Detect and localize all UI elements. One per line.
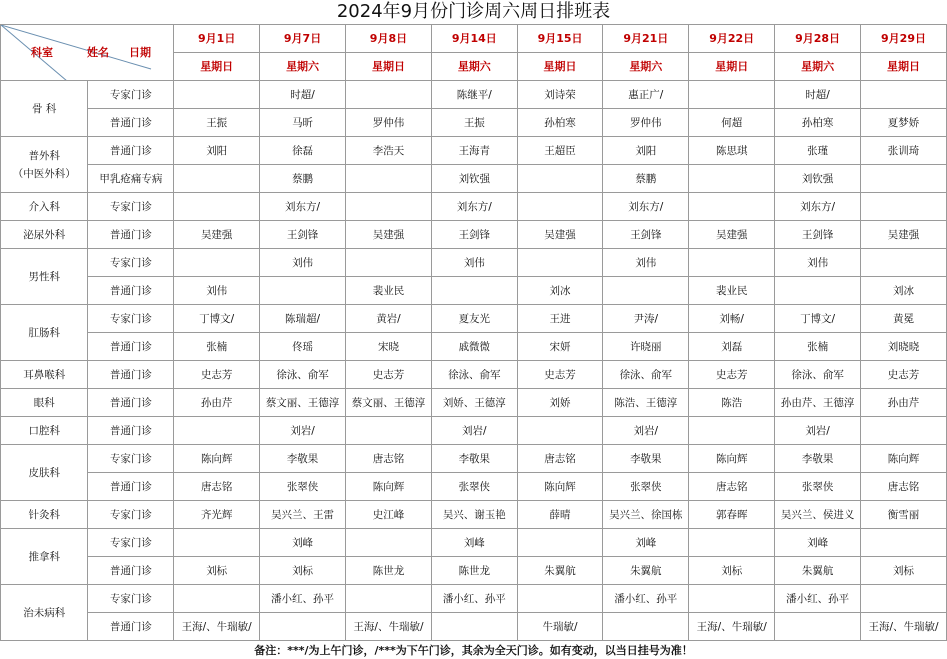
schedule-cell: 刘标 [861, 557, 947, 585]
schedule-cell: 吴建强 [346, 221, 432, 249]
schedule-cell: 潘小红、孙平 [603, 585, 689, 613]
schedule-cell: 刘岩/ [260, 417, 346, 445]
schedule-cell: 朱翼航 [517, 557, 603, 585]
dept-cell: 治未病科 [1, 585, 88, 641]
schedule-cell [861, 165, 947, 193]
clinic-type-cell: 普通门诊 [88, 361, 174, 389]
schedule-cell: 刘岩/ [775, 417, 861, 445]
schedule-cell: 刘标 [174, 557, 260, 585]
schedule-cell: 牛瑞敏/ [517, 613, 603, 641]
table-row [1, 613, 947, 641]
schedule-cell: 衡雪丽 [861, 501, 947, 529]
clinic-type-cell: 专家门诊 [88, 193, 174, 221]
schedule-cell [689, 165, 775, 193]
dept-cell: 肛肠科 [1, 305, 88, 361]
footer-note: 备注：***/为上午门诊，/***为下午门诊，其余为全天门诊。如有变动，以当日挂号为准！ [254, 644, 693, 657]
schedule-cell: 刘冰 [861, 277, 947, 305]
schedule-cell: 潘小红、孙平 [775, 585, 861, 613]
schedule-cell: 张翠侠 [431, 473, 517, 501]
schedule-cell: 孙由芹 [861, 389, 947, 417]
table-row [1, 529, 947, 557]
schedule-cell: 王剑锋 [260, 221, 346, 249]
schedule-cell [689, 585, 775, 613]
weekday-header: 星期日 [346, 53, 432, 81]
table-row [1, 249, 947, 277]
schedule-cell: 王海/、牛瑞敏/ [689, 613, 775, 641]
schedule-cell: 孙由芹、王德淳 [775, 389, 861, 417]
schedule-cell: 陈向辉 [174, 445, 260, 473]
dept-cell: 介入科 [1, 193, 88, 221]
corner-label-dept: 科室 [31, 46, 53, 59]
schedule-cell: 刘东方/ [603, 193, 689, 221]
schedule-cell: 蔡文丽、王德淳 [346, 389, 432, 417]
schedule-cell: 蔡文丽、王德淳 [260, 389, 346, 417]
schedule-cell: 徐泳、俞军 [260, 361, 346, 389]
schedule-cell [260, 277, 346, 305]
schedule-cell: 刘诗荣 [517, 81, 603, 109]
dept-cell: 男性科 [1, 249, 88, 305]
date-header: 9月8日 [346, 25, 432, 53]
schedule-cell: 王超臣 [517, 137, 603, 165]
date-header: 9月15日 [517, 25, 603, 53]
schedule-cell: 刘娇 [517, 389, 603, 417]
clinic-type-cell: 专家门诊 [88, 585, 174, 613]
schedule-cell: 王海/、牛瑞敏/ [861, 613, 947, 641]
schedule-cell: 刘钦强 [431, 165, 517, 193]
schedule-cell: 朱翼航 [603, 557, 689, 585]
schedule-cell: 戚微微 [431, 333, 517, 361]
corner-label-name: 姓名 [87, 46, 109, 59]
clinic-type-cell: 专家门诊 [88, 445, 174, 473]
schedule-cell [346, 249, 432, 277]
dept-cell: 口腔科 [1, 417, 88, 445]
table-row [1, 361, 947, 389]
clinic-type-cell: 普通门诊 [88, 277, 174, 305]
table-row [1, 501, 947, 529]
weekday-header: 星期日 [861, 53, 947, 81]
dept-cell: 眼科 [1, 389, 88, 417]
schedule-cell: 唐志铭 [861, 473, 947, 501]
schedule-cell [689, 81, 775, 109]
schedule-cell: 吴兴兰、王雷 [260, 501, 346, 529]
schedule-cell: 王剑锋 [603, 221, 689, 249]
schedule-cell: 黄岩/ [346, 305, 432, 333]
schedule-cell [517, 193, 603, 221]
table-row [1, 473, 947, 501]
dept-cell: 耳鼻喉科 [1, 361, 88, 389]
schedule-cell: 郭春晖 [689, 501, 775, 529]
schedule-cell: 刘峰 [431, 529, 517, 557]
schedule-cell: 薛晴 [517, 501, 603, 529]
schedule-cell: 徐泳、俞军 [603, 361, 689, 389]
schedule-cell: 齐光辉 [174, 501, 260, 529]
schedule-cell [174, 81, 260, 109]
schedule-cell: 吴兴兰、徐国栋 [603, 501, 689, 529]
schedule-cell: 刘冰 [517, 277, 603, 305]
schedule-cell: 蔡鹏 [260, 165, 346, 193]
schedule-cell: 李浩天 [346, 137, 432, 165]
schedule-cell [346, 81, 432, 109]
schedule-cell [174, 529, 260, 557]
schedule-cell: 刘东方/ [260, 193, 346, 221]
schedule-table [0, 24, 947, 641]
clinic-type-cell: 普通门诊 [88, 137, 174, 165]
schedule-cell [861, 193, 947, 221]
clinic-type-cell: 普通门诊 [88, 389, 174, 417]
table-row [1, 221, 947, 249]
schedule-cell: 刘磊 [689, 333, 775, 361]
schedule-cell: 唐志铭 [517, 445, 603, 473]
header-corner-cell [1, 25, 174, 81]
schedule-cell: 时超/ [260, 81, 346, 109]
schedule-cell: 王进 [517, 305, 603, 333]
schedule-cell: 陈世龙 [346, 557, 432, 585]
schedule-cell [346, 529, 432, 557]
corner-label-date: 日期 [129, 46, 151, 59]
schedule-cell [174, 193, 260, 221]
schedule-cell: 罗仲伟 [346, 109, 432, 137]
schedule-cell: 史志芳 [346, 361, 432, 389]
schedule-cell [861, 249, 947, 277]
table-row [1, 165, 947, 193]
schedule-cell: 陈向辉 [861, 445, 947, 473]
schedule-cell: 张楠 [775, 333, 861, 361]
schedule-cell [861, 417, 947, 445]
schedule-cell [260, 613, 346, 641]
schedule-cell: 宋妍 [517, 333, 603, 361]
dept-cell: 针灸科 [1, 501, 88, 529]
schedule-cell: 唐志铭 [346, 445, 432, 473]
schedule-cell: 王振 [431, 109, 517, 137]
schedule-cell [517, 249, 603, 277]
clinic-type-cell: 甲乳疮痛专病 [88, 165, 174, 193]
schedule-cell: 张训琦 [861, 137, 947, 165]
schedule-cell [517, 585, 603, 613]
schedule-cell: 孙柏寒 [775, 109, 861, 137]
table-row [1, 137, 947, 165]
schedule-cell: 惠正广/ [603, 81, 689, 109]
schedule-cell [346, 417, 432, 445]
table-row [1, 333, 947, 361]
date-header: 9月21日 [603, 25, 689, 53]
schedule-cell [346, 193, 432, 221]
schedule-cell: 唐志铭 [174, 473, 260, 501]
schedule-cell [517, 529, 603, 557]
schedule-cell: 孙由芹 [174, 389, 260, 417]
schedule-cell: 刘伟 [775, 249, 861, 277]
schedule-cell: 史志芳 [517, 361, 603, 389]
schedule-cell: 宋晓 [346, 333, 432, 361]
schedule-cell: 马昕 [260, 109, 346, 137]
clinic-type-cell: 普通门诊 [88, 417, 174, 445]
clinic-type-cell: 专家门诊 [88, 305, 174, 333]
date-header: 9月29日 [861, 25, 947, 53]
schedule-cell: 潘小红、孙平 [431, 585, 517, 613]
clinic-type-cell: 普通门诊 [88, 333, 174, 361]
clinic-type-cell: 普通门诊 [88, 557, 174, 585]
schedule-cell [775, 613, 861, 641]
dept-cell: 推拿科 [1, 529, 88, 585]
date-header: 9月1日 [174, 25, 260, 53]
schedule-cell: 王海/、牛瑞敏/ [174, 613, 260, 641]
schedule-cell [861, 81, 947, 109]
schedule-cell: 刘伟 [603, 249, 689, 277]
schedule-cell [431, 613, 517, 641]
schedule-cell: 刘钦强 [775, 165, 861, 193]
schedule-cell: 刘岩/ [431, 417, 517, 445]
schedule-cell: 徐磊 [260, 137, 346, 165]
schedule-cell: 蔡鹏 [603, 165, 689, 193]
date-header: 9月22日 [689, 25, 775, 53]
schedule-cell: 陈向辉 [689, 445, 775, 473]
schedule-cell [861, 529, 947, 557]
schedule-cell: 陈向辉 [517, 473, 603, 501]
table-row [1, 277, 947, 305]
schedule-cell: 刘伟 [174, 277, 260, 305]
clinic-type-cell: 专家门诊 [88, 81, 174, 109]
dept-cell: 骨 科 [1, 81, 88, 137]
schedule-cell: 刘伟 [260, 249, 346, 277]
date-header: 9月7日 [260, 25, 346, 53]
schedule-cell: 刘阳 [603, 137, 689, 165]
schedule-cell [689, 193, 775, 221]
schedule-cell: 陈思琪 [689, 137, 775, 165]
table-row [1, 109, 947, 137]
weekday-header: 星期日 [517, 53, 603, 81]
schedule-cell: 夏梦娇 [861, 109, 947, 137]
table-row [1, 445, 947, 473]
schedule-cell: 张翠侠 [260, 473, 346, 501]
weekday-header: 星期六 [603, 53, 689, 81]
schedule-cell: 罗仲伟 [603, 109, 689, 137]
schedule-cell: 刘东方/ [775, 193, 861, 221]
dept-cell: 皮肤科 [1, 445, 88, 501]
schedule-cell: 王剑锋 [431, 221, 517, 249]
schedule-cell: 丁博文/ [174, 305, 260, 333]
clinic-type-cell: 普通门诊 [88, 109, 174, 137]
schedule-cell: 史志芳 [689, 361, 775, 389]
schedule-cell [603, 613, 689, 641]
schedule-cell: 朱翼航 [775, 557, 861, 585]
clinic-type-cell: 专家门诊 [88, 529, 174, 557]
schedule-cell [603, 277, 689, 305]
schedule-cell: 刘阳 [174, 137, 260, 165]
schedule-cell: 裴业民 [689, 277, 775, 305]
schedule-cell: 张翠侠 [775, 473, 861, 501]
schedule-cell: 孙柏寒 [517, 109, 603, 137]
schedule-cell: 刘峰 [775, 529, 861, 557]
schedule-cell: 李敬果 [775, 445, 861, 473]
schedule-cell: 陈世龙 [431, 557, 517, 585]
schedule-cell: 裴业民 [346, 277, 432, 305]
table-row [1, 585, 947, 613]
page-title: 2024年9月份门诊周六周日排班表 [336, 1, 611, 22]
schedule-cell: 张楠 [174, 333, 260, 361]
clinic-type-cell: 专家门诊 [88, 249, 174, 277]
schedule-cell: 吴建强 [517, 221, 603, 249]
schedule-cell: 时超/ [775, 81, 861, 109]
schedule-cell [431, 277, 517, 305]
schedule-cell [517, 417, 603, 445]
schedule-cell: 吴建强 [689, 221, 775, 249]
schedule-cell: 潘小红、孙平 [260, 585, 346, 613]
table-row [1, 193, 947, 221]
schedule-cell: 陈浩 [689, 389, 775, 417]
schedule-cell: 徐泳、俞军 [775, 361, 861, 389]
schedule-cell: 陈瑞超/ [260, 305, 346, 333]
schedule-cell [689, 529, 775, 557]
date-header: 9月14日 [431, 25, 517, 53]
schedule-cell: 王振 [174, 109, 260, 137]
schedule-cell: 刘峰 [603, 529, 689, 557]
schedule-cell: 佟瑶 [260, 333, 346, 361]
schedule-cell: 刘标 [260, 557, 346, 585]
schedule-cell: 刘岩/ [603, 417, 689, 445]
schedule-cell [861, 585, 947, 613]
schedule-cell [689, 417, 775, 445]
schedule-cell: 丁博文/ [775, 305, 861, 333]
schedule-cell [174, 417, 260, 445]
schedule-cell [174, 165, 260, 193]
schedule-cell: 黄冕 [861, 305, 947, 333]
schedule-cell [517, 165, 603, 193]
table-row [1, 417, 947, 445]
schedule-cell: 夏友光 [431, 305, 517, 333]
schedule-cell: 尹涛/ [603, 305, 689, 333]
schedule-cell: 史志芳 [861, 361, 947, 389]
table-row [1, 557, 947, 585]
schedule-cell [775, 277, 861, 305]
schedule-cell [174, 585, 260, 613]
schedule-cell: 史江峰 [346, 501, 432, 529]
table-row [1, 305, 947, 333]
weekday-header: 星期六 [431, 53, 517, 81]
schedule-cell [346, 585, 432, 613]
clinic-type-cell: 普通门诊 [88, 473, 174, 501]
schedule-cell [174, 249, 260, 277]
schedule-cell: 刘晓晓 [861, 333, 947, 361]
clinic-type-cell: 专家门诊 [88, 501, 174, 529]
schedule-cell: 许晓丽 [603, 333, 689, 361]
schedule-cell [346, 165, 432, 193]
clinic-type-cell: 普通门诊 [88, 613, 174, 641]
weekday-header: 星期六 [775, 53, 861, 81]
schedule-cell: 吴建强 [174, 221, 260, 249]
schedule-cell: 刘伟 [431, 249, 517, 277]
dept-cell: 普外科 （中医外科） [1, 137, 88, 193]
weekday-header: 星期日 [689, 53, 775, 81]
schedule-cell [689, 249, 775, 277]
clinic-type-cell: 普通门诊 [88, 221, 174, 249]
schedule-cell: 徐泳、俞军 [431, 361, 517, 389]
schedule-cell: 李敬果 [431, 445, 517, 473]
schedule-cell: 李敬果 [260, 445, 346, 473]
dept-cell: 泌尿外科 [1, 221, 88, 249]
schedule-cell: 陈继平/ [431, 81, 517, 109]
schedule-cell: 李敬果 [603, 445, 689, 473]
schedule-cell: 陈向辉 [346, 473, 432, 501]
schedule-cell: 张瑾 [775, 137, 861, 165]
schedule-cell: 刘东方/ [431, 193, 517, 221]
date-header: 9月28日 [775, 25, 861, 53]
weekday-header: 星期六 [260, 53, 346, 81]
schedule-cell: 陈浩、王德淳 [603, 389, 689, 417]
schedule-cell: 刘峰 [260, 529, 346, 557]
weekday-header: 星期日 [174, 53, 260, 81]
schedule-cell: 吴兴、谢玉艳 [431, 501, 517, 529]
schedule-cell: 刘标 [689, 557, 775, 585]
schedule-cell: 王海/、牛瑞敏/ [346, 613, 432, 641]
schedule-cell: 刘畅/ [689, 305, 775, 333]
table-row [1, 389, 947, 417]
schedule-cell: 吴兴兰、侯进义 [775, 501, 861, 529]
schedule-cell: 王海青 [431, 137, 517, 165]
schedule-cell: 吴建强 [861, 221, 947, 249]
schedule-cell: 张翠侠 [603, 473, 689, 501]
schedule-cell: 唐志铭 [689, 473, 775, 501]
schedule-cell: 何超 [689, 109, 775, 137]
schedule-cell: 史志芳 [174, 361, 260, 389]
schedule-cell: 王剑锋 [775, 221, 861, 249]
schedule-cell: 刘娇、王德淳 [431, 389, 517, 417]
table-row [1, 81, 947, 109]
